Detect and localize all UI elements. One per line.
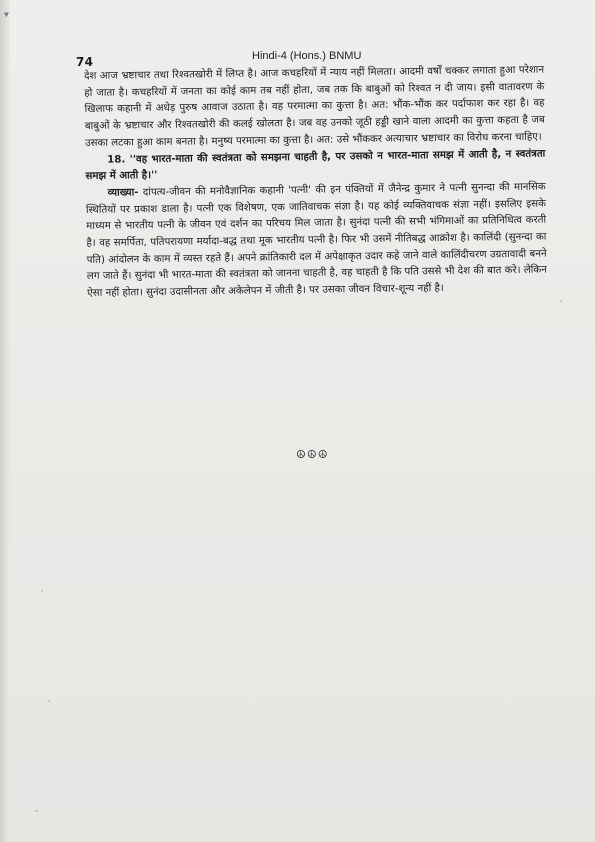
paragraph-1: देश आज भ्रष्टाचार तथा रिश्वतखोरी में लिप्त है। आज कचहरियों में न्याय नहीं मिलता। आदमी वर्षों चक्कर लगाता हुआ परेशान हो जाता है। कचहरियों में जनता का कोई काम तब नहीं होता, जब तक कि बाबुओं को रिश्वत न दी जाय। इसी वातावरण के खिलाफ कहानी में अधेड़ पुरुष आवाज उठाता है। वह परमात्मा का कुत्ता है। अत: भौंक-भौंक कर पर्दाफाश कर रहा है। वह बाबुओं के भ्रष्टाचार और रिश्वतखोरी की कलई खोलता है। जब वह उनको जूठी हड्डी खाने वाला आदमी का कुत्ता कहता है जब उसका लटका हुआ काम बनता है। मनुष्य परमात्मा का कुत्ता है। अत: उसे भौंककर अत्याचार भ्रष्टाचार का विरोध करना चाहिए। (84, 64, 545, 149)
paragraph-2 (86, 179, 548, 302)
scan-speck (560, 300, 562, 302)
explanation-label: व्याख्या- (107, 187, 139, 199)
binding-edge (0, 0, 10, 842)
scan-speck (41, 590, 43, 592)
explanation-text: दांपत्य-जीवन की मनोवैज्ञानिक कहानी 'पत्नी' की इन पंक्तियों में जैनेन्द्र कुमार ने पत्नी सुनन्दा की मानसिक स्थितियों पर प्रकाश डाला है। पत्नी एक विशेषण, एक जातिवाचक संज्ञा है। यह कोई व्यक्तिवाचक संज्ञा नहीं। इसलिए इसके माध्यम से भारतीय पत्नी के जीवन एवं दर्शन का परिचय मिल जाता है। सुनंदा पत्नी की सभी भंगिमाओं का प्रतिनिधित्व करती है। वह समर्पिता, पतिपरायणा मर्यादा-बद्ध तथा मूक भारतीय पत्नी है। फिर भी उसमें नीतिबद्ध आक्रोश है। कालिंदी (सुनन्दा का पति) आंदोलन के काम में व्यस्त रहते हैं। अपने क्रांतिकारी दल में अपेक्षाकृत उदार कहे जाने वाले कालिंदीचरण उग्रतावादी बनने लग जाते हैं। सुनंदा भी भारत-माता की स्वतंत्रता को जानना चाहती है, वह चाहती है कि पति उससे भी देश की बात करे। लेकिन ऐसा नहीं होता। सुनंदा उदासीनता और अकेलेपन में जीती है। पर उसका जीवन विचार-शून्य नहीं है। (85, 181, 547, 300)
page-number: 74 (76, 55, 94, 69)
scan-speck (35, 810, 38, 812)
running-head: Hindi-4 (Hons.) BNMU (252, 50, 362, 62)
scan-speck (48, 700, 50, 702)
body-text (84, 63, 547, 303)
section-end-ornament: ☮☮☮ (296, 448, 329, 461)
binding-mark: ▼ (4, 10, 9, 19)
question-18: 18. ''वह भारत-माता की स्वतंत्रता को समझना चाहती है, पर उसको न भारत-माता समझ में आती है, न स्वतंत्रता समझ में आती है।'' (85, 148, 546, 183)
